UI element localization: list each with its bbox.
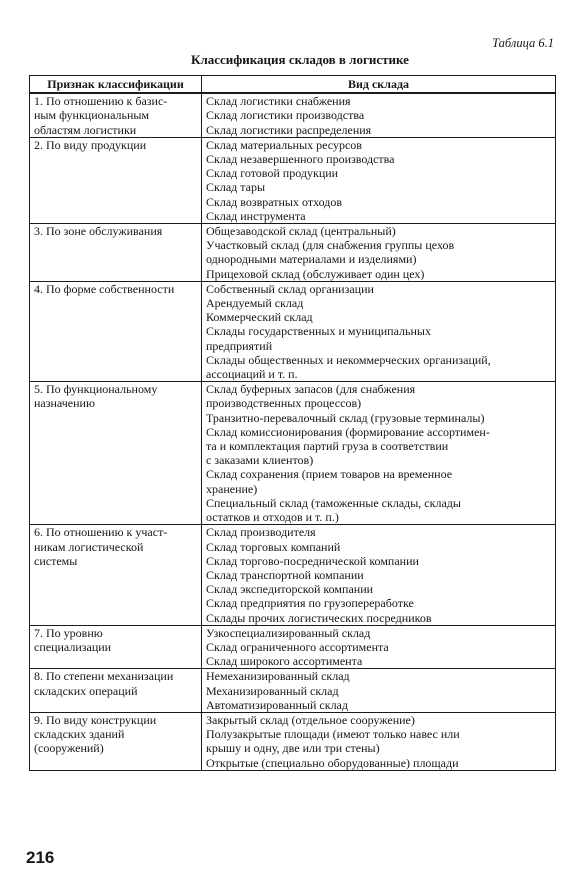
page-number: 216 [26, 848, 55, 867]
criterion-cell [30, 224, 202, 282]
warehouse-type-line: Склад сохранения (прием товаров на временное [206, 467, 453, 482]
criterion-cell [30, 93, 202, 137]
criterion-cell [30, 712, 202, 770]
warehouse-type-line: Склад ограниченного ассортимента [206, 639, 389, 654]
criterion-line: никам логистической [34, 539, 144, 554]
criterion-cell [30, 525, 202, 625]
warehouse-type-line: предприятий [206, 338, 273, 353]
criterion-line: 5. По функциональному [34, 382, 158, 397]
warehouse-type-line: Коммерческий склад [206, 310, 313, 325]
criterion-line: 3. По зоне обслуживания [34, 224, 163, 239]
warehouse-type-line: Склад транспортной компании [206, 567, 364, 582]
table-row [30, 281, 556, 381]
criterion-line: ным функциональным [34, 108, 150, 123]
criterion-line: специализации [34, 639, 112, 654]
table-row [30, 669, 556, 713]
warehouse-type-line: Склады общественных и некоммерческих организаций, [206, 352, 491, 367]
warehouse-type-line: Механизированный склад [206, 683, 339, 698]
table-row [30, 224, 556, 282]
warehouse-type-line: Открытые (специально оборудованные) площади [206, 755, 459, 770]
warehouse-type-line: Склад незавершенного производства [206, 152, 395, 167]
warehouse-type-line: Прицеховой склад (обслуживает один цех) [206, 266, 425, 281]
warehouse-types-cell [202, 93, 556, 137]
warehouse-type-line: Склад инструмента [206, 208, 306, 223]
criterion-line: системы [34, 553, 78, 568]
criterion-cell [30, 137, 202, 223]
warehouse-type-line: Склад широкого ассортимента [206, 654, 363, 669]
warehouse-type-line: Склад производителя [206, 525, 316, 540]
warehouse-types-cell [202, 382, 556, 525]
warehouse-type-line: с заказами клиентов) [206, 453, 314, 468]
warehouse-type-line: Склад экспедиторской компании [206, 582, 374, 597]
warehouse-types-cell [202, 224, 556, 282]
criterion-line: назначению [34, 396, 95, 411]
warehouse-type-line: Склад торговых компаний [206, 539, 341, 554]
warehouse-types-cell [202, 137, 556, 223]
criterion-line: 9. По виду конструкции [34, 712, 157, 727]
table-row [30, 625, 556, 669]
warehouse-type-line: Транзитно-перевалочный склад (грузовые терминалы) [206, 410, 485, 425]
warehouse-type-line: Участковый склад (для снабжения группы цехов [206, 238, 455, 253]
criterion-line: складских операций [34, 683, 138, 698]
warehouse-type-line: Склад готовой продукции [206, 166, 339, 181]
criterion-line: 8. По степени механизации [34, 669, 174, 684]
warehouse-type-line: Закрытый склад (отдельное сооружение) [206, 712, 415, 727]
column-header-type: Вид склада [202, 76, 556, 94]
warehouse-type-line: Склад логистики производства [206, 108, 365, 123]
warehouse-type-line: Склады государственных и муниципальных [206, 324, 431, 339]
criterion-cell [30, 382, 202, 525]
warehouse-type-line: Склад материальных ресурсов [206, 137, 362, 152]
warehouse-types-cell [202, 525, 556, 625]
column-header-criterion: Признак классификации [30, 76, 202, 94]
warehouse-types-cell [202, 669, 556, 713]
warehouse-types-cell [202, 625, 556, 669]
warehouse-type-line: Узкоспециализированный склад [206, 625, 371, 640]
criterion-line: 2. По виду продукции [34, 137, 147, 152]
warehouse-types-cell [202, 281, 556, 381]
warehouse-type-line: производственных процессов) [206, 396, 362, 411]
warehouse-type-line: Автоматизированный склад [206, 697, 348, 712]
warehouse-type-line: Склады прочих логистических посредников [206, 610, 432, 625]
criterion-line: 4. По форме собственности [34, 281, 175, 296]
criterion-cell [30, 669, 202, 713]
warehouse-types-cell [202, 712, 556, 770]
table-row [30, 137, 556, 223]
criterion-cell [30, 281, 202, 381]
warehouse-type-line: однородными материалами и изделиями) [206, 252, 417, 267]
warehouse-type-line: Склад логистики распределения [206, 122, 372, 137]
criterion-line: 6. По отношению к участ- [34, 525, 168, 540]
table-row [30, 382, 556, 525]
warehouse-type-line: Арендуемый склад [206, 296, 304, 311]
warehouse-type-line: Склад комиссионирования (формирование ассортимен- [206, 424, 490, 439]
criterion-line: (сооружений) [34, 741, 104, 756]
criterion-cell [30, 625, 202, 669]
warehouse-type-line: Склад логистики снабжения [206, 94, 351, 109]
warehouse-type-line: крышу и одну, две или три стены) [206, 741, 380, 756]
criterion-line: складских зданий [34, 727, 125, 742]
table-header-row [30, 76, 556, 94]
classification-table [29, 75, 556, 771]
table-row [30, 93, 556, 137]
warehouse-type-line: хранение) [206, 481, 258, 496]
warehouse-type-line: Склад торгово-посреднической компании [206, 553, 419, 568]
warehouse-type-line: ассоциаций и т. п. [206, 367, 298, 382]
warehouse-type-line: остатков и отходов и т. п.) [206, 510, 339, 525]
warehouse-type-line: Общезаводской склад (центральный) [206, 224, 396, 239]
table-row [30, 525, 556, 625]
table-body [30, 93, 556, 770]
warehouse-type-line: Специальный склад (таможенные склады, склады [206, 495, 461, 510]
warehouse-type-line: Немеханизированный склад [206, 669, 350, 684]
warehouse-type-line: Склад возвратных отходов [206, 194, 343, 209]
warehouse-type-line: Склад буферных запасов (для снабжения [206, 382, 416, 397]
criterion-line: областям логистики [34, 122, 137, 137]
warehouse-type-line: Собственный склад организации [206, 281, 374, 296]
warehouse-type-line: Склад тары [206, 180, 266, 195]
warehouse-type-line: Склад предприятия по грузопереработке [206, 596, 414, 611]
warehouse-type-line: та и комплектация партий груза в соответствии [206, 439, 449, 454]
criterion-line: 7. По уровню [34, 625, 103, 640]
table-label: Таблица 6.1 [492, 36, 554, 50]
table-row [30, 712, 556, 770]
criterion-line: 1. По отношению к базис- [34, 94, 168, 109]
warehouse-type-line: Полузакрытые площади (имеют только навес или [206, 727, 460, 742]
table-title: Классификация складов в логистике [191, 52, 409, 67]
